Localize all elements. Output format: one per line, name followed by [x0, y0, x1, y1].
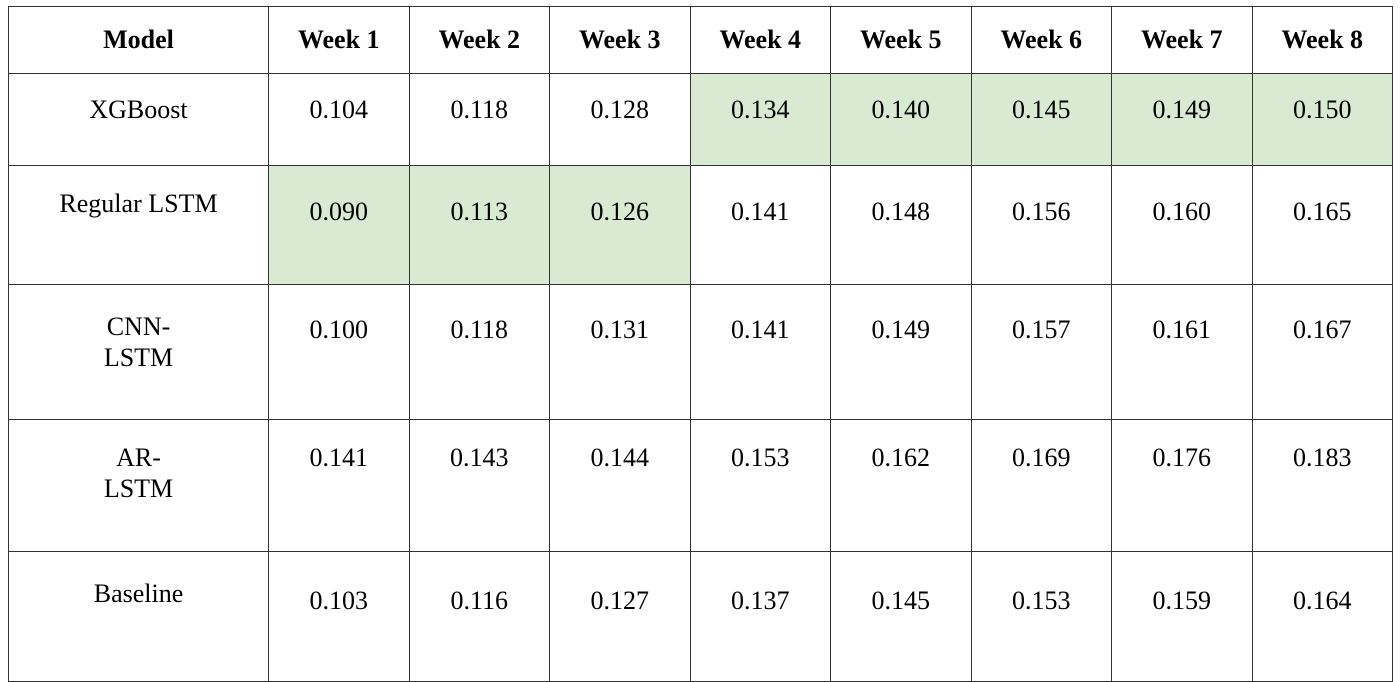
value-cell: 0.128: [550, 74, 691, 166]
value-cell: 0.160: [1112, 166, 1253, 285]
header-week-3: Week 3: [550, 7, 691, 74]
value-cell: 0.150: [1252, 74, 1393, 166]
value-cell: 0.162: [831, 420, 972, 552]
value-cell: 0.157: [971, 285, 1112, 420]
table-row: [9, 285, 1393, 420]
value-cell: 0.153: [971, 552, 1112, 682]
value-cell: 0.176: [1112, 420, 1253, 552]
value-cell: 0.183: [1252, 420, 1393, 552]
value-cell: 0.113: [409, 166, 550, 285]
model-name: Regular LSTM: [59, 189, 218, 218]
value-cell: 0.090: [269, 166, 410, 285]
value-cell: 0.156: [971, 166, 1112, 285]
table-row: [9, 74, 1393, 166]
value-cell: 0.169: [971, 420, 1112, 552]
header-week-1: Week 1: [269, 7, 410, 74]
value-cell: 0.126: [550, 166, 691, 285]
value-cell: 0.159: [1112, 552, 1253, 682]
value-cell: 0.141: [269, 420, 410, 552]
value-cell: 0.141: [690, 285, 831, 420]
value-cell: 0.143: [409, 420, 550, 552]
model-name: XGBoost: [89, 95, 188, 124]
value-cell: 0.144: [550, 420, 691, 552]
value-cell: 0.137: [690, 552, 831, 682]
model-name: Baseline: [93, 579, 184, 608]
value-cell: 0.161: [1112, 285, 1253, 420]
value-cell: 0.149: [831, 285, 972, 420]
header-row: [9, 7, 1393, 74]
value-cell: 0.164: [1252, 552, 1393, 682]
value-cell: 0.131: [550, 285, 691, 420]
header-week-6: Week 6: [971, 7, 1112, 74]
table-row: [9, 552, 1393, 682]
value-cell: 0.104: [269, 74, 410, 166]
value-cell: 0.118: [409, 74, 550, 166]
value-cell: 0.145: [971, 74, 1112, 166]
value-cell: 0.116: [409, 552, 550, 682]
value-cell: 0.103: [269, 552, 410, 682]
model-name: AR- LSTM: [103, 443, 174, 503]
model-name-cell: [9, 74, 269, 166]
header-week-8: Week 8: [1252, 7, 1393, 74]
value-cell: 0.141: [690, 166, 831, 285]
value-cell: 0.148: [831, 166, 972, 285]
value-cell: 0.153: [690, 420, 831, 552]
header-week-7: Week 7: [1112, 7, 1253, 74]
model-name-cell: [9, 420, 269, 552]
value-cell: 0.100: [269, 285, 410, 420]
table-row: [9, 420, 1393, 552]
value-cell: 0.167: [1252, 285, 1393, 420]
header-week-5: Week 5: [831, 7, 972, 74]
model-name-cell: [9, 166, 269, 285]
header-week-4: Week 4: [690, 7, 831, 74]
value-cell: 0.127: [550, 552, 691, 682]
value-cell: 0.118: [409, 285, 550, 420]
results-table: [8, 6, 1393, 682]
value-cell: 0.145: [831, 552, 972, 682]
value-cell: 0.134: [690, 74, 831, 166]
value-cell: 0.149: [1112, 74, 1253, 166]
value-cell: 0.165: [1252, 166, 1393, 285]
model-name-cell: [9, 285, 269, 420]
model-name-cell: [9, 552, 269, 682]
header-model: Model: [9, 7, 269, 74]
table-row: [9, 166, 1393, 285]
model-name: CNN- LSTM: [103, 312, 174, 372]
header-week-2: Week 2: [409, 7, 550, 74]
value-cell: 0.140: [831, 74, 972, 166]
